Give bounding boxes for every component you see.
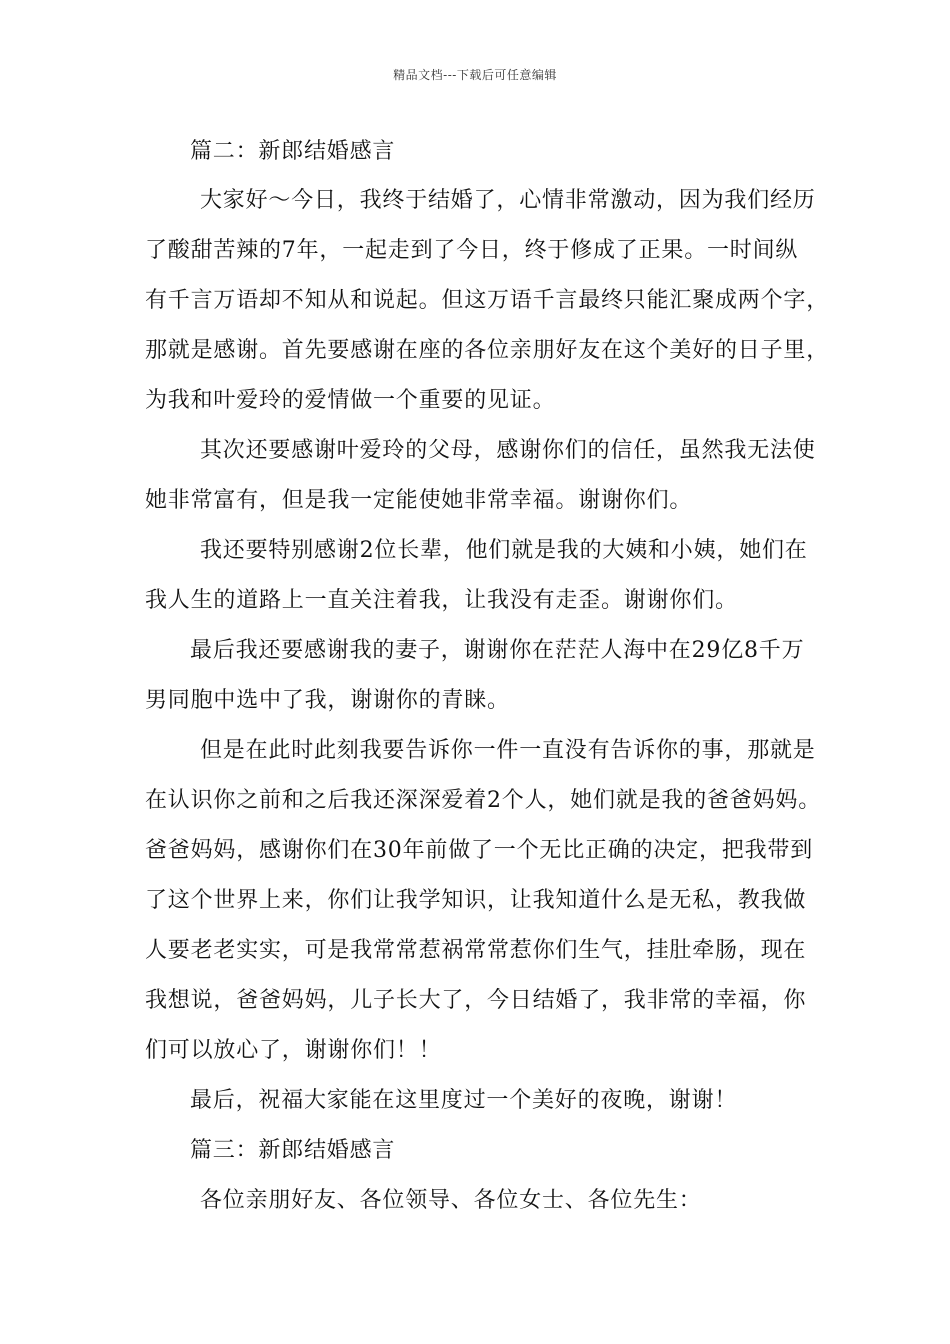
paragraph-line: 最后我还要感谢我的妻子，谢谢你在茫茫人海中在29亿8千万 bbox=[190, 638, 805, 663]
section-heading: 篇三：新郎结婚感言 bbox=[190, 1138, 396, 1163]
paragraph-line: 了酸甜苦辣的7年，一起走到了今日，终于修成了正果。一时间纵 bbox=[145, 238, 799, 263]
paragraph-line: 她非常富有，但是我一定能使她非常幸福。谢谢你们。 bbox=[145, 488, 693, 513]
paragraph-line: 我想说，爸爸妈妈，儿子长大了，今日结婚了，我非常的幸福，你 bbox=[145, 988, 807, 1013]
paragraph-line: 各位亲朋好友、各位领导、各位女士、各位先生： bbox=[200, 1188, 702, 1213]
paragraph-line: 那就是感谢。首先要感谢在座的各位亲朋好友在这个美好的日子里， bbox=[145, 338, 830, 363]
paragraph-line: 男同胞中选中了我，谢谢你的青睐。 bbox=[145, 688, 510, 713]
paragraph-line: 在认识你之前和之后我还深深爱着2个人，她们就是我的爸爸妈妈。 bbox=[145, 788, 821, 813]
paragraph-line: 我还要特别感谢2位长辈，他们就是我的大姨和小姨，她们在 bbox=[200, 538, 808, 563]
paragraph-line: 们可以放心了，谢谢你们！！ bbox=[145, 1038, 442, 1063]
page-header: 精品文档---下载后可任意编辑 bbox=[393, 68, 557, 82]
paragraph-line: 其次还要感谢叶爱玲的父母，感谢你们的信任，虽然我无法使 bbox=[200, 438, 816, 463]
paragraph-line: 但是在此时此刻我要告诉你一件一直没有告诉你的事，那就是 bbox=[200, 738, 816, 763]
paragraph-line: 大家好～今日，我终于结婚了，心情非常激动，因为我们经历 bbox=[200, 188, 816, 213]
paragraph-line: 最后，祝福大家能在这里度过一个美好的夜晚，谢谢！ bbox=[190, 1088, 738, 1113]
paragraph-line: 了这个世界上来，你们让我学知识，让我知道什么是无私，教我做 bbox=[145, 888, 807, 913]
paragraph-line: 有千言万语却不知从和说起。但这万语千言最终只能汇聚成两个字， bbox=[145, 288, 830, 313]
paragraph-line: 为我和叶爱玲的爱情做一个重要的见证。 bbox=[145, 388, 556, 413]
paragraph-line: 爸爸妈妈，感谢你们在30年前做了一个无比正确的决定，把我带到 bbox=[145, 838, 813, 863]
section-heading: 篇二：新郎结婚感言 bbox=[190, 139, 396, 164]
paragraph-line: 人要老老实实，可是我常常惹祸常常惹你们生气，挂肚牵肠，现在 bbox=[145, 938, 807, 963]
paragraph-line: 我人生的道路上一直关注着我，让我没有走歪。谢谢你们。 bbox=[145, 588, 738, 613]
